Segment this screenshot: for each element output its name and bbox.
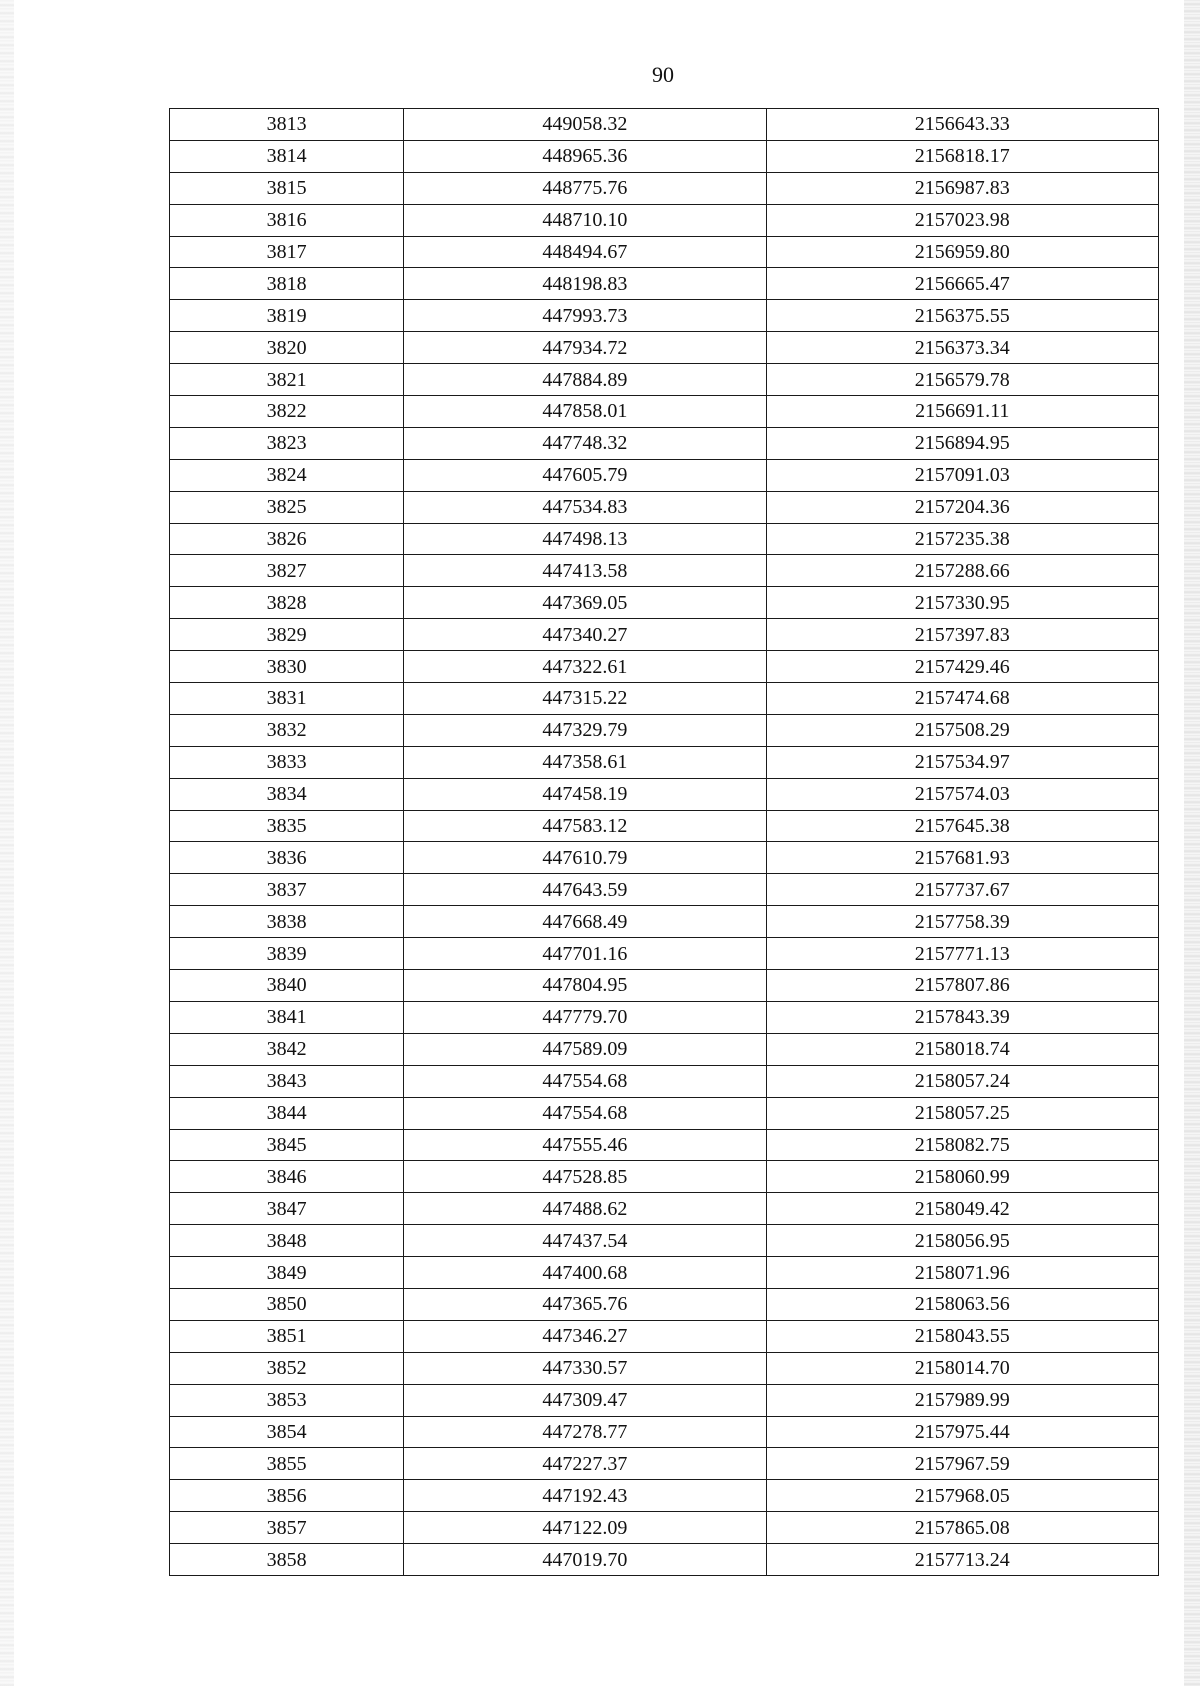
y-coordinate-cell: 2157429.46	[766, 651, 1158, 683]
y-coordinate-cell: 2158049.42	[766, 1193, 1158, 1225]
y-coordinate-cell: 2157288.66	[766, 555, 1158, 587]
y-coordinate-cell: 2158071.96	[766, 1257, 1158, 1289]
point-id-cell: 3850	[170, 1288, 404, 1320]
x-coordinate-cell: 447748.32	[404, 427, 766, 459]
point-id-cell: 3820	[170, 332, 404, 364]
table-row	[170, 1288, 1159, 1320]
point-id-cell: 3816	[170, 204, 404, 236]
y-coordinate-cell: 2157967.59	[766, 1448, 1158, 1480]
point-id-cell: 3845	[170, 1129, 404, 1161]
table-row	[170, 587, 1159, 619]
y-coordinate-cell: 2158082.75	[766, 1129, 1158, 1161]
x-coordinate-cell: 448710.10	[404, 204, 766, 236]
y-coordinate-cell: 2156987.83	[766, 172, 1158, 204]
table-row	[170, 714, 1159, 746]
x-coordinate-cell: 449058.32	[404, 109, 766, 141]
table-row	[170, 1097, 1159, 1129]
table-row	[170, 172, 1159, 204]
x-coordinate-cell: 447358.61	[404, 746, 766, 778]
table-row	[170, 236, 1159, 268]
y-coordinate-cell: 2158056.95	[766, 1225, 1158, 1257]
x-coordinate-cell: 447365.76	[404, 1288, 766, 1320]
x-coordinate-cell: 447369.05	[404, 587, 766, 619]
table-row	[170, 970, 1159, 1002]
y-coordinate-cell: 2156375.55	[766, 300, 1158, 332]
x-coordinate-cell: 448775.76	[404, 172, 766, 204]
table-row	[170, 364, 1159, 396]
table-row	[170, 491, 1159, 523]
y-coordinate-cell: 2157975.44	[766, 1416, 1158, 1448]
table-row	[170, 332, 1159, 364]
point-id-cell: 3825	[170, 491, 404, 523]
x-coordinate-cell: 447858.01	[404, 396, 766, 428]
x-coordinate-cell: 447668.49	[404, 906, 766, 938]
point-id-cell: 3851	[170, 1320, 404, 1352]
table-row	[170, 1416, 1159, 1448]
table-row	[170, 1161, 1159, 1193]
y-coordinate-cell: 2156665.47	[766, 268, 1158, 300]
x-coordinate-cell: 447315.22	[404, 683, 766, 715]
point-id-cell: 3837	[170, 874, 404, 906]
y-coordinate-cell: 2157843.39	[766, 1001, 1158, 1033]
y-coordinate-cell: 2158043.55	[766, 1320, 1158, 1352]
table-row	[170, 1193, 1159, 1225]
table-row	[170, 300, 1159, 332]
point-id-cell: 3833	[170, 746, 404, 778]
x-coordinate-cell: 447528.85	[404, 1161, 766, 1193]
x-coordinate-cell: 447555.46	[404, 1129, 766, 1161]
y-coordinate-cell: 2158057.24	[766, 1065, 1158, 1097]
y-coordinate-cell: 2158060.99	[766, 1161, 1158, 1193]
x-coordinate-cell: 447589.09	[404, 1033, 766, 1065]
point-id-cell: 3855	[170, 1448, 404, 1480]
point-id-cell: 3838	[170, 906, 404, 938]
point-id-cell: 3835	[170, 810, 404, 842]
point-id-cell: 3836	[170, 842, 404, 874]
y-coordinate-cell: 2156959.80	[766, 236, 1158, 268]
x-coordinate-cell: 447346.27	[404, 1320, 766, 1352]
y-coordinate-cell: 2157713.24	[766, 1544, 1158, 1576]
x-coordinate-cell: 447605.79	[404, 459, 766, 491]
point-id-cell: 3840	[170, 970, 404, 1002]
y-coordinate-cell: 2157574.03	[766, 778, 1158, 810]
y-coordinate-cell: 2157235.38	[766, 523, 1158, 555]
table-row	[170, 1384, 1159, 1416]
y-coordinate-cell: 2157807.86	[766, 970, 1158, 1002]
table-row	[170, 140, 1159, 172]
y-coordinate-cell: 2157989.99	[766, 1384, 1158, 1416]
coordinate-table	[169, 108, 1159, 1576]
y-coordinate-cell: 2156894.95	[766, 427, 1158, 459]
point-id-cell: 3827	[170, 555, 404, 587]
y-coordinate-cell: 2157091.03	[766, 459, 1158, 491]
x-coordinate-cell: 447610.79	[404, 842, 766, 874]
point-id-cell: 3853	[170, 1384, 404, 1416]
x-coordinate-cell: 447993.73	[404, 300, 766, 332]
table-row	[170, 874, 1159, 906]
x-coordinate-cell: 447413.58	[404, 555, 766, 587]
y-coordinate-cell: 2158014.70	[766, 1352, 1158, 1384]
table-row	[170, 109, 1159, 141]
point-id-cell: 3844	[170, 1097, 404, 1129]
table-row	[170, 1001, 1159, 1033]
point-id-cell: 3819	[170, 300, 404, 332]
x-coordinate-cell: 447701.16	[404, 938, 766, 970]
x-coordinate-cell: 447554.68	[404, 1065, 766, 1097]
point-id-cell: 3829	[170, 619, 404, 651]
x-coordinate-cell: 447884.89	[404, 364, 766, 396]
y-coordinate-cell: 2157758.39	[766, 906, 1158, 938]
y-coordinate-cell: 2156691.11	[766, 396, 1158, 428]
page-number: 90	[652, 62, 674, 87]
x-coordinate-cell: 447340.27	[404, 619, 766, 651]
table-row	[170, 1448, 1159, 1480]
table-row	[170, 1480, 1159, 1512]
x-coordinate-cell: 447488.62	[404, 1193, 766, 1225]
table-row	[170, 1352, 1159, 1384]
x-coordinate-cell: 447309.47	[404, 1384, 766, 1416]
point-id-cell: 3857	[170, 1512, 404, 1544]
x-coordinate-cell: 447322.61	[404, 651, 766, 683]
y-coordinate-cell: 2157681.93	[766, 842, 1158, 874]
scan-edge-left	[0, 0, 14, 1686]
point-id-cell: 3821	[170, 364, 404, 396]
y-coordinate-cell: 2158018.74	[766, 1033, 1158, 1065]
x-coordinate-cell: 447192.43	[404, 1480, 766, 1512]
table-row	[170, 778, 1159, 810]
table-row	[170, 810, 1159, 842]
point-id-cell: 3826	[170, 523, 404, 555]
table-row	[170, 683, 1159, 715]
point-id-cell: 3818	[170, 268, 404, 300]
table-row	[170, 427, 1159, 459]
point-id-cell: 3846	[170, 1161, 404, 1193]
y-coordinate-cell: 2158057.25	[766, 1097, 1158, 1129]
table-row	[170, 1033, 1159, 1065]
x-coordinate-cell: 447534.83	[404, 491, 766, 523]
y-coordinate-cell: 2157771.13	[766, 938, 1158, 970]
y-coordinate-cell: 2156818.17	[766, 140, 1158, 172]
point-id-cell: 3852	[170, 1352, 404, 1384]
x-coordinate-cell: 447329.79	[404, 714, 766, 746]
point-id-cell: 3828	[170, 587, 404, 619]
y-coordinate-cell: 2157508.29	[766, 714, 1158, 746]
table-row	[170, 938, 1159, 970]
y-coordinate-cell: 2157330.95	[766, 587, 1158, 619]
y-coordinate-cell: 2157737.67	[766, 874, 1158, 906]
y-coordinate-cell: 2157534.97	[766, 746, 1158, 778]
table-row	[170, 555, 1159, 587]
point-id-cell: 3822	[170, 396, 404, 428]
x-coordinate-cell: 447779.70	[404, 1001, 766, 1033]
table-row	[170, 1320, 1159, 1352]
point-id-cell: 3854	[170, 1416, 404, 1448]
point-id-cell: 3814	[170, 140, 404, 172]
point-id-cell: 3832	[170, 714, 404, 746]
y-coordinate-cell: 2156579.78	[766, 364, 1158, 396]
x-coordinate-cell: 447498.13	[404, 523, 766, 555]
point-id-cell: 3831	[170, 683, 404, 715]
x-coordinate-cell: 447227.37	[404, 1448, 766, 1480]
x-coordinate-cell: 448965.36	[404, 140, 766, 172]
x-coordinate-cell: 447330.57	[404, 1352, 766, 1384]
point-id-cell: 3815	[170, 172, 404, 204]
table-row	[170, 459, 1159, 491]
y-coordinate-cell: 2157397.83	[766, 619, 1158, 651]
y-coordinate-cell: 2157645.38	[766, 810, 1158, 842]
x-coordinate-cell: 447458.19	[404, 778, 766, 810]
x-coordinate-cell: 447400.68	[404, 1257, 766, 1289]
x-coordinate-cell: 447122.09	[404, 1512, 766, 1544]
table-row	[170, 842, 1159, 874]
y-coordinate-cell: 2156643.33	[766, 109, 1158, 141]
point-id-cell: 3813	[170, 109, 404, 141]
table-row	[170, 619, 1159, 651]
x-coordinate-cell: 447554.68	[404, 1097, 766, 1129]
table-row	[170, 204, 1159, 236]
table-row	[170, 746, 1159, 778]
table-row	[170, 906, 1159, 938]
point-id-cell: 3839	[170, 938, 404, 970]
point-id-cell: 3817	[170, 236, 404, 268]
y-coordinate-cell: 2157204.36	[766, 491, 1158, 523]
table-row	[170, 1225, 1159, 1257]
point-id-cell: 3847	[170, 1193, 404, 1225]
x-coordinate-cell: 447643.59	[404, 874, 766, 906]
table-row	[170, 523, 1159, 555]
point-id-cell: 3841	[170, 1001, 404, 1033]
table-row	[170, 651, 1159, 683]
table-row	[170, 1129, 1159, 1161]
x-coordinate-cell: 447804.95	[404, 970, 766, 1002]
table-row	[170, 1544, 1159, 1576]
point-id-cell: 3848	[170, 1225, 404, 1257]
x-coordinate-cell: 447019.70	[404, 1544, 766, 1576]
x-coordinate-cell: 447437.54	[404, 1225, 766, 1257]
y-coordinate-cell: 2156373.34	[766, 332, 1158, 364]
table-row	[170, 1512, 1159, 1544]
x-coordinate-cell: 447583.12	[404, 810, 766, 842]
point-id-cell: 3842	[170, 1033, 404, 1065]
table-body	[170, 109, 1159, 1576]
table-row	[170, 396, 1159, 428]
point-id-cell: 3830	[170, 651, 404, 683]
table-row	[170, 268, 1159, 300]
point-id-cell: 3858	[170, 1544, 404, 1576]
point-id-cell: 3856	[170, 1480, 404, 1512]
y-coordinate-cell: 2158063.56	[766, 1288, 1158, 1320]
point-id-cell: 3824	[170, 459, 404, 491]
y-coordinate-cell: 2157968.05	[766, 1480, 1158, 1512]
y-coordinate-cell: 2157023.98	[766, 204, 1158, 236]
point-id-cell: 3849	[170, 1257, 404, 1289]
x-coordinate-cell: 447278.77	[404, 1416, 766, 1448]
y-coordinate-cell: 2157474.68	[766, 683, 1158, 715]
point-id-cell: 3834	[170, 778, 404, 810]
x-coordinate-cell: 448198.83	[404, 268, 766, 300]
x-coordinate-cell: 448494.67	[404, 236, 766, 268]
scan-edge-right	[1184, 0, 1200, 1686]
table-row	[170, 1065, 1159, 1097]
point-id-cell: 3843	[170, 1065, 404, 1097]
table-row	[170, 1257, 1159, 1289]
point-id-cell: 3823	[170, 427, 404, 459]
x-coordinate-cell: 447934.72	[404, 332, 766, 364]
y-coordinate-cell: 2157865.08	[766, 1512, 1158, 1544]
